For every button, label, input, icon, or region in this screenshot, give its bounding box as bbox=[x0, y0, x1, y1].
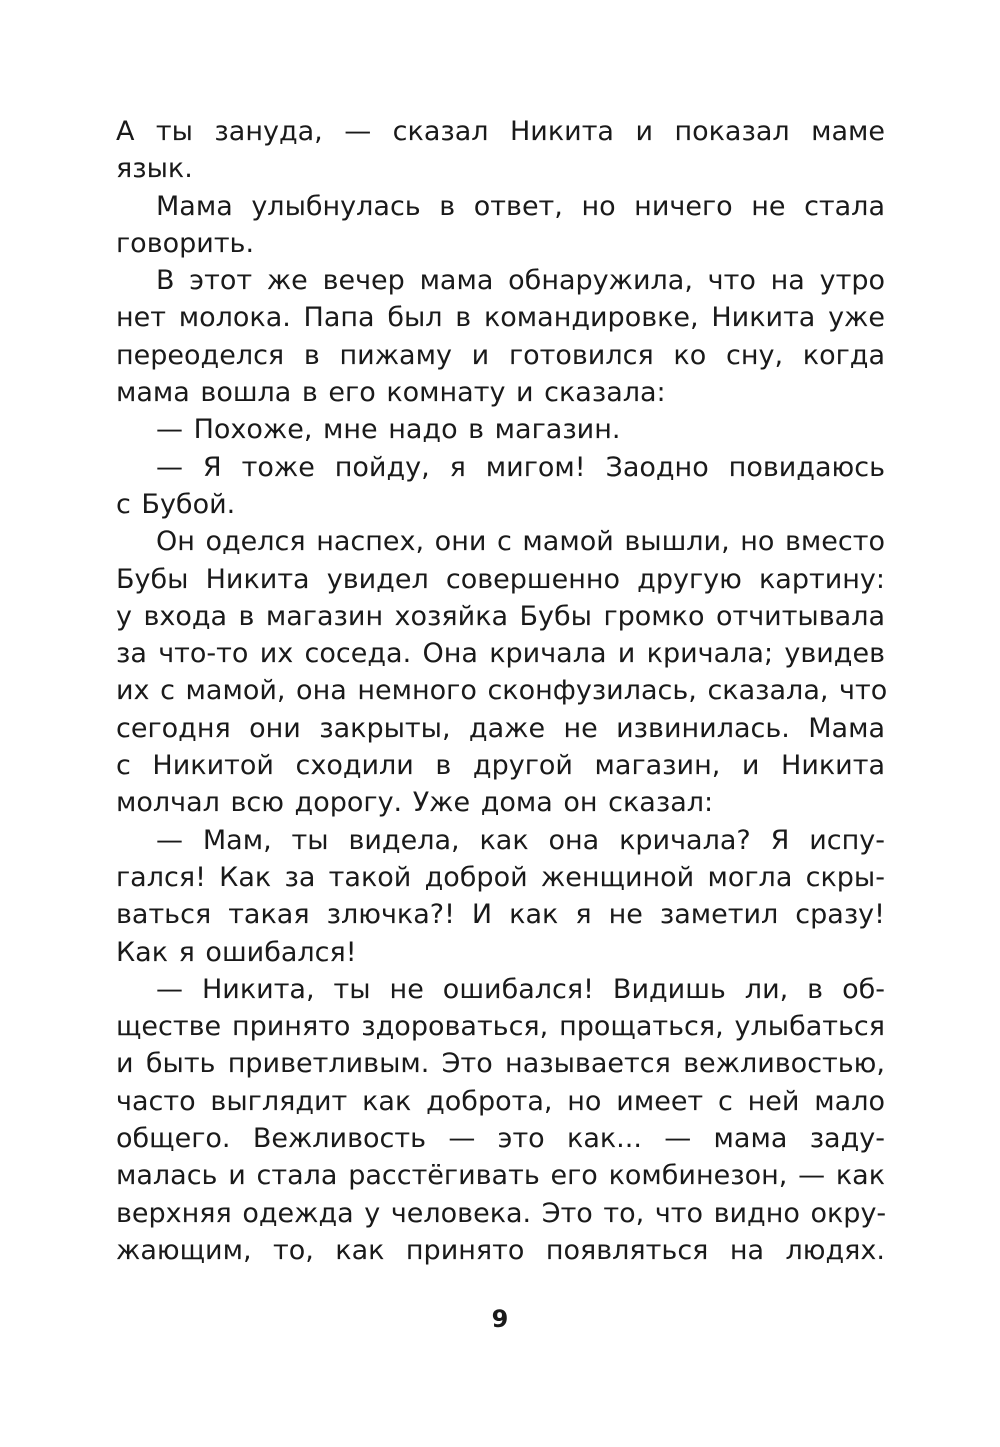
text-line: Мама улыбнулась в ответ, но ничего не стала bbox=[156, 190, 885, 222]
text-line: ществе принято здороваться, прощаться, улыбаться bbox=[116, 1011, 885, 1043]
text-line: жающим, то, как принято появляться на людях. bbox=[116, 1234, 885, 1266]
text-line: с Никитой сходили в другой магазин, и Никита bbox=[116, 750, 885, 782]
text-line: — Никита, ты не ошибался! Видишь ли, в об- bbox=[156, 973, 885, 1005]
text-line: А ты зануда, — сказал Никита и показал маме bbox=[116, 116, 885, 147]
text-line: молчал всю дорогу. Уже дома он сказал: bbox=[116, 787, 714, 819]
text-line: переоделся в пижаму и готовился ко сну, когда bbox=[116, 339, 885, 371]
text-line: верхняя одежда у человека. Это то, что видно окру- bbox=[116, 1197, 887, 1229]
text-line: и быть приветливым. Это называется вежливостью, bbox=[116, 1048, 885, 1080]
text-line: — Похоже, мне надо в магазин. bbox=[156, 414, 621, 446]
body-text bbox=[116, 113, 888, 1269]
page-number: 9 bbox=[491, 1305, 509, 1333]
text-line: Он оделся наспех, они с мамой вышли, но вместо bbox=[156, 526, 885, 558]
text-line: — Я тоже пойду, я мигом! Заодно повидаюсь bbox=[156, 451, 885, 483]
text-line: гался! Как за такой доброй женщиной могла скры- bbox=[116, 861, 885, 893]
text-line: часто выглядит как доброта, но имеет с ней мало bbox=[116, 1085, 885, 1117]
text-line: В этот же вечер мама обнаружила, что на утро bbox=[156, 265, 885, 297]
text-line: мама вошла в его комнату и сказала: bbox=[116, 377, 666, 409]
text-line: общего. Вежливость — это как... — мама заду- bbox=[116, 1123, 885, 1155]
text-line: нет молока. Папа был в командировке, Никита уже bbox=[116, 302, 885, 334]
text-line: сегодня они закрыты, даже не извинилась. Мама bbox=[116, 712, 885, 744]
text-line: ваться такая злючка?! И как я не заметил сразу! bbox=[116, 899, 885, 931]
text-line: язык. bbox=[116, 153, 193, 185]
text-line: у входа в магазин хозяйка Бубы громко отчитывала bbox=[116, 600, 885, 632]
text-line: малась и стала расстёгивать его комбинезон, — как bbox=[116, 1160, 885, 1192]
text-line: их с мамой, она немного сконфузилась, сказала, что bbox=[116, 675, 888, 707]
text-line: Как я ошибался! bbox=[116, 936, 357, 968]
text-line: за что-то их соседа. Она кричала и кричала; увидев bbox=[116, 638, 885, 670]
text-line: Бубы Никита увидел совершенно другую картину: bbox=[116, 563, 885, 595]
text-line: с Бубой. bbox=[116, 488, 236, 520]
text-line: говорить. bbox=[116, 227, 255, 259]
text-line: — Мам, ты видела, как она кричала? Я испу- bbox=[156, 824, 885, 856]
